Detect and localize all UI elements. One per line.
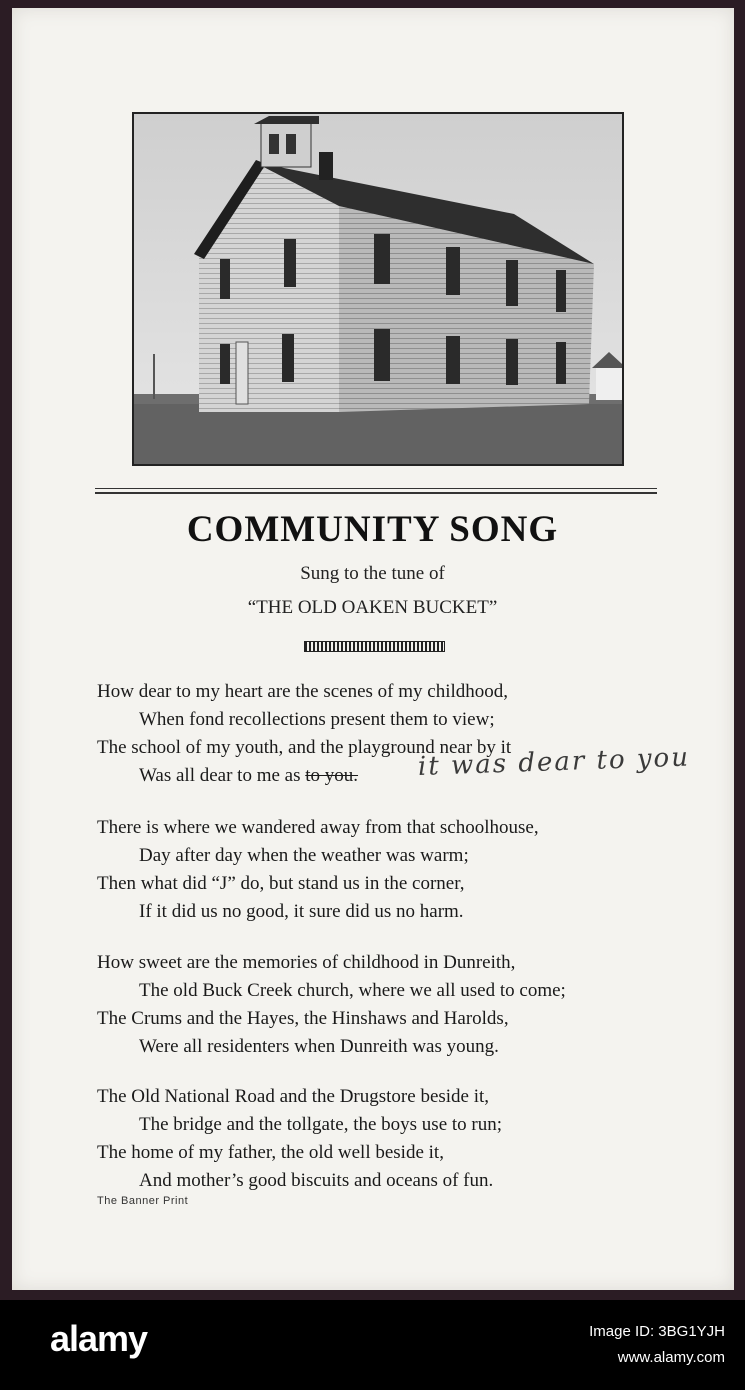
subtitle-line-1: Sung to the tune of <box>300 563 445 584</box>
verse-line: The Old National Road and the Drugstore beside it, <box>97 1086 490 1107</box>
subtitle-tune-name: “THE OLD OAKEN BUCKET” <box>247 597 498 618</box>
decorative-ornament <box>304 641 445 652</box>
verse-line: How sweet are the memories of childhood in Dunreith, <box>97 952 516 973</box>
verse-line: Day after day when the weather was warm; <box>139 845 469 866</box>
verse-line: There is where we wandered away from that schoolhouse, <box>97 817 539 838</box>
verse-line: How dear to my heart are the scenes of my childhood, <box>97 681 509 702</box>
verse-line: When fond recollections present them to view; <box>139 709 495 730</box>
struck-text: to you. <box>305 765 359 786</box>
schoolhouse-illustration <box>134 114 622 464</box>
verse-line: The Crums and the Hayes, the Hinshaws and Harolds, <box>97 1008 509 1029</box>
printer-imprint: The Banner Print <box>97 1195 189 1207</box>
schoolhouse-photo <box>132 112 624 466</box>
watermark-url: www.alamy.com <box>617 1349 725 1366</box>
verse-line: And mother’s good biscuits and oceans of fun. <box>139 1170 494 1191</box>
divider-rule-top <box>95 488 657 489</box>
verse-line: Then what did “J” do, but stand us in the corner, <box>97 873 465 894</box>
image-id: Image ID: 3BG1YJH <box>589 1323 725 1340</box>
verse-line-text: Was all dear to me as <box>139 765 306 786</box>
verse-line <box>139 765 358 787</box>
handwritten-note: it was dear to you <box>417 742 691 782</box>
song-title: COMMUNITY SONG <box>186 509 559 550</box>
divider-rule-bottom <box>95 492 657 494</box>
verse-line: If it did us no good, it sure did us no harm. <box>139 901 464 922</box>
verse-line: The old Buck Creek church, where we all used to come; <box>139 980 566 1001</box>
verse-line: The bridge and the tollgate, the boys use to run; <box>139 1114 503 1135</box>
verse-line: The home of my father, the old well beside it, <box>97 1142 444 1163</box>
verse-line: Were all residenters when Dunreith was young. <box>139 1036 499 1057</box>
verse-line: The school of my youth, and the playground near by it <box>97 737 512 758</box>
alamy-logo: alamy <box>50 1318 148 1359</box>
